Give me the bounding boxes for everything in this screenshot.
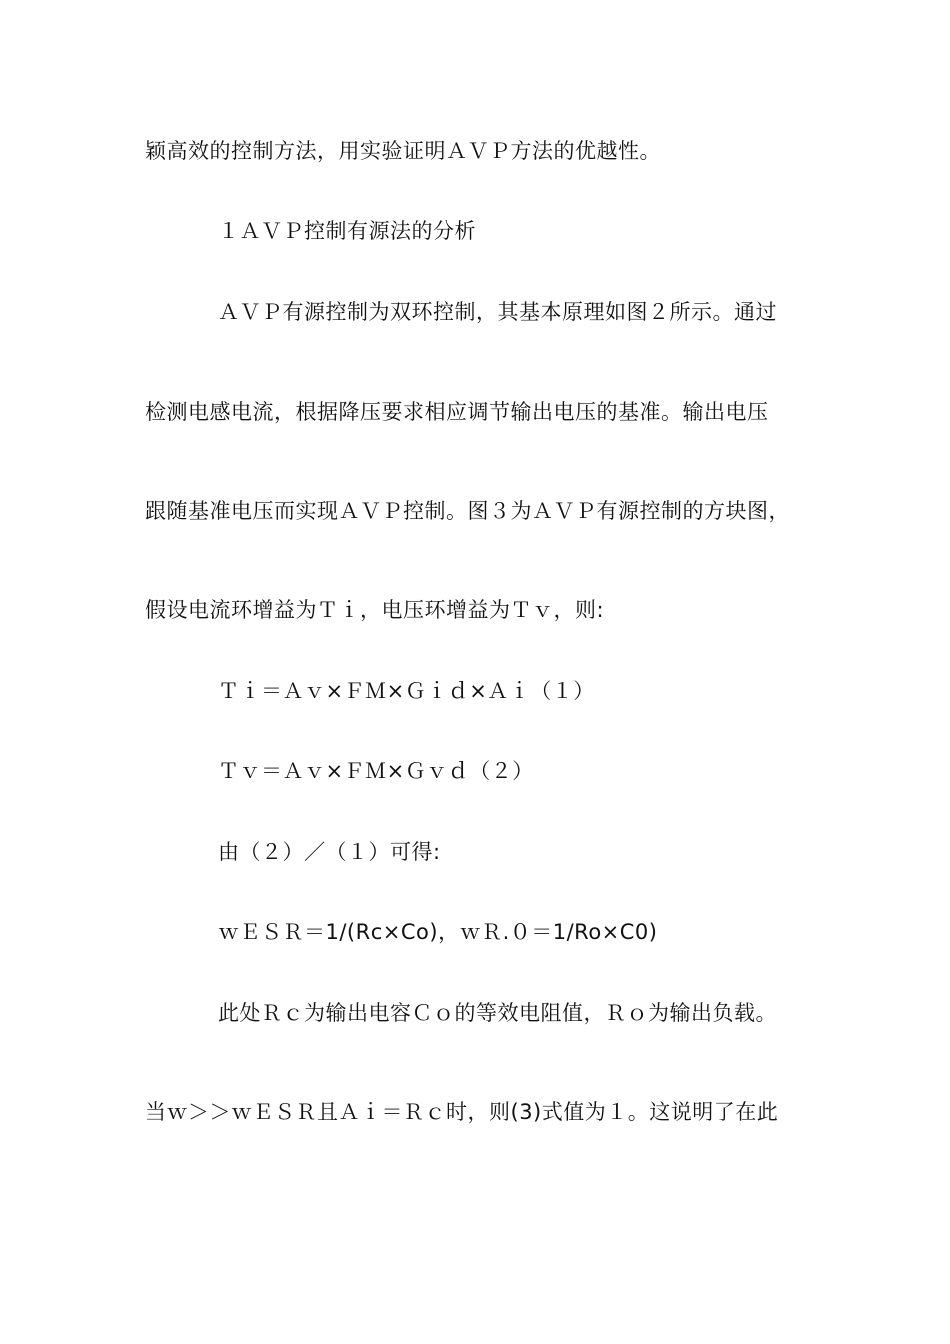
paragraph-line: 此处Ｒｃ为输出电容Ｃｏ的等效电阻值，Ｒｏ为输出负载。	[218, 1001, 777, 1025]
equation-2: Ｔｖ＝Ａｖ×ＦＭ×Ｇｖｄ（２）	[218, 759, 534, 783]
paragraph-line: 跟随基准电压而实现ＡＶＰ控制。图３为ＡＶＰ有源控制的方块图，	[145, 499, 790, 523]
section-heading: １ＡＶＰ控制有源法的分析	[218, 219, 476, 243]
equation-line: ｗＥＳＲ＝1/(Rc×Co)，ｗＲ.０＝1/Ro×C0)	[218, 920, 658, 944]
paragraph-line: ＡＶＰ有源控制为双环控制，其基本原理如图２所示。通过	[218, 300, 777, 324]
paragraph-line: 由（２）／（１）可得:	[218, 840, 441, 864]
text-line-continuation: 颖高效的控制方法，用实验证明ＡＶＰ方法的优越性。	[145, 139, 661, 163]
paragraph-line: 当ｗ＞＞ｗＥＳＲ且Ａｉ＝Ｒｃ时，则(3)式值为１。这说明了在此	[145, 1100, 779, 1124]
paragraph-line: 假设电流环增益为Ｔｉ，电压环增益为Ｔｖ，则:	[145, 598, 605, 622]
equation-1: Ｔｉ＝Ａｖ×ＦＭ×Ｇｉｄ×Ａｉ（１）	[218, 679, 595, 703]
paragraph-line: 检测电感电流，根据降压要求相应调节输出电压的基准。输出电压	[145, 400, 769, 424]
